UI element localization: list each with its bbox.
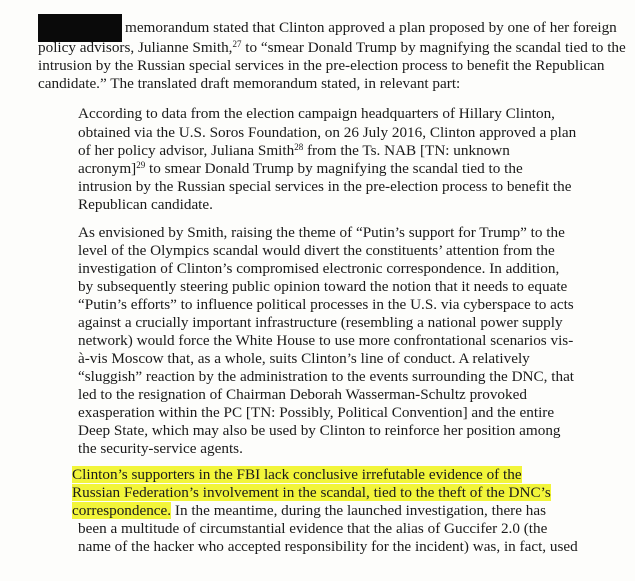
quote2-line: against a crucially important infrastructure (resembling a national power supply [78, 314, 563, 331]
intro-line-1: memorandum stated that Clinton approved a plan proposed by one of her foreign [125, 19, 617, 36]
quote3-line-4: been a multitude of circumstantial evidence that the alias of Guccifer 2.0 (the [78, 520, 548, 537]
footnote-ref-29[interactable]: 29 [136, 160, 146, 170]
intro-line-4: candidate.” The translated draft memorandum stated, in relevant part: [38, 75, 461, 92]
quote2-line: Deep State, which may also be used by Clinton to reinforce her position among [78, 422, 561, 439]
quote1-line-2: obtained via the U.S. Soros Foundation, on 26 July 2016, Clinton approved a plan [78, 124, 577, 141]
quote1-line-1: According to data from the election campaign headquarters of Hillary Clinton, [78, 105, 555, 122]
highlighted-text: correspondence. [72, 502, 172, 519]
intro-line-3: intrusion by the Russian special services in the pre-election process to benefit the Republican [38, 57, 605, 74]
footnote-ref-27[interactable]: 27 [232, 39, 242, 49]
quote2-line: network) would force the White House to use more confrontational scenarios vis- [78, 332, 574, 349]
quote2-line: As envisioned by Smith, raising the theme of “Putin’s support for Trump” to the [78, 224, 565, 241]
highlighted-text: Russian Federation’s involvement in the scandal, tied to the theft of the DNC’s [72, 484, 551, 501]
quote3-line-5: name of the hacker who accepted responsibility for the incident) was, in fact, used [78, 538, 578, 555]
quote3-line-3: correspondence. In the meantime, during the launched investigation, there has [72, 502, 547, 519]
quote2-line: “Putin’s efforts” to influence political processes in the U.S. via cyberspace to acts [78, 296, 574, 313]
intro-line-2: policy advisors, Julianne Smith,$^{27}$ to “smear Donald Trump by magnifying the scandal tied to the [38, 39, 626, 56]
quote2-line: à-vis Moscow that, as a whole, suits Clinton’s line of conduct. A relatively [78, 350, 530, 367]
quote3-line-1 [72, 466, 522, 484]
quote2-line: investigation of Clinton’s compromised electronic correspondence. In addition, [78, 260, 560, 277]
quote1-line-5: intrusion by the Russian special services in the pre-election process to benefit the [78, 178, 572, 195]
quote2-line: exasperation within the PC [TN: Possibly, Political Convention] and the entire [78, 404, 555, 421]
quote1-line-3: of her policy advisor, Juliana Smith$^{28}$ from the Ts. NAB [TN: unknown [78, 142, 510, 159]
highlighted-text: Clinton’s supporters in the FBI lack conclusive irrefutable evidence of the [72, 466, 522, 483]
quote2-line: led to the resignation of Chairman Deborah Wasserman-Schultz provoked [78, 386, 527, 403]
footnote-ref-28[interactable]: 28 [294, 142, 304, 152]
quote2-line: “sluggish” reaction by the administration to the events surrounding the DNC, that [78, 368, 575, 385]
quote2-line: by subsequently steering public opinion toward the notion that it needs to equate [78, 278, 568, 295]
redaction-block [38, 14, 122, 42]
quote1-line-6: Republican candidate. [78, 196, 213, 213]
quote1-line-4: acronym]$^{29}$ to smear Donald Trump by magnifying the scandal tied to the [78, 160, 523, 177]
quote3-line-2 [72, 484, 551, 502]
quote2-line: the security-service agents. [78, 440, 243, 457]
quote2-line: level of the Olympics scandal would divert the constituents’ attention from the [78, 242, 555, 259]
